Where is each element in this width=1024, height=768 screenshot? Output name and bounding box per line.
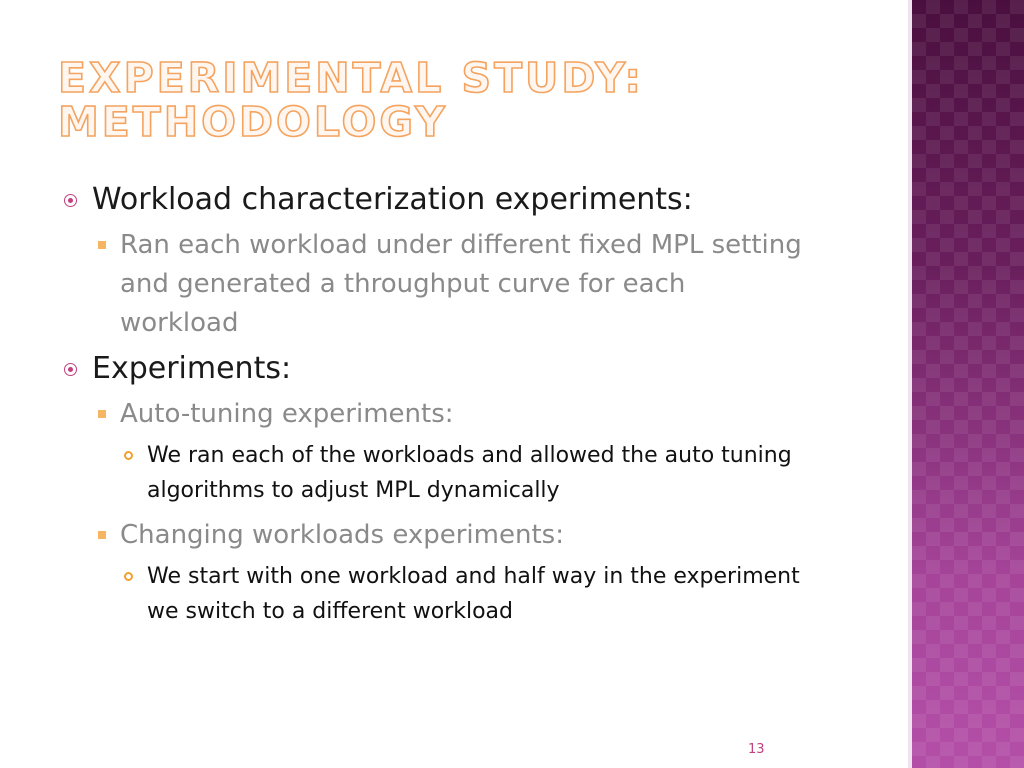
ring-bullet-icon	[124, 451, 133, 460]
title-line-1: EXPERIMENTAL STUDY:	[58, 54, 644, 102]
sub-bullet-text: Changing workloads experiments:	[120, 520, 564, 550]
sub-bullet-changing-workloads	[98, 516, 804, 555]
sub-bullet-auto-tuning	[98, 395, 804, 434]
bullet-experiments	[64, 351, 804, 387]
sub-sub-bullet-changing-workloads-detail	[122, 559, 804, 629]
circle-bullet-icon	[64, 363, 77, 376]
bullet-workload-characterization	[64, 182, 804, 218]
sub-bullet-text: Ran each workload under different fixed MPL setting and generated a throughput curve for each workload	[120, 230, 802, 338]
page-number: 13	[748, 742, 765, 757]
sub-sub-bullet-text: We ran each of the workloads and allowed the auto tuning algorithms to adjust MPL dynamically	[147, 443, 792, 503]
sub-bullet-text: Auto-tuning experiments:	[120, 399, 454, 429]
slide-title	[58, 56, 878, 144]
sub-sub-bullet-auto-tuning-detail	[122, 438, 804, 508]
ring-bullet-icon	[124, 572, 133, 581]
sub-bullet-ran-each-workload	[98, 226, 804, 343]
slide-body	[64, 182, 804, 637]
title-line-2: METHODOLOGY	[58, 98, 448, 146]
bullet-text: Experiments:	[92, 351, 292, 386]
square-bullet-icon	[98, 241, 106, 249]
decorative-sidebar	[912, 0, 1024, 768]
square-bullet-icon	[98, 410, 106, 418]
circle-bullet-icon	[64, 194, 77, 207]
square-bullet-icon	[98, 531, 106, 539]
sub-sub-bullet-text: We start with one workload and half way in the experiment we switch to a different workload	[147, 564, 800, 624]
bullet-text: Workload characterization experiments:	[92, 182, 693, 217]
